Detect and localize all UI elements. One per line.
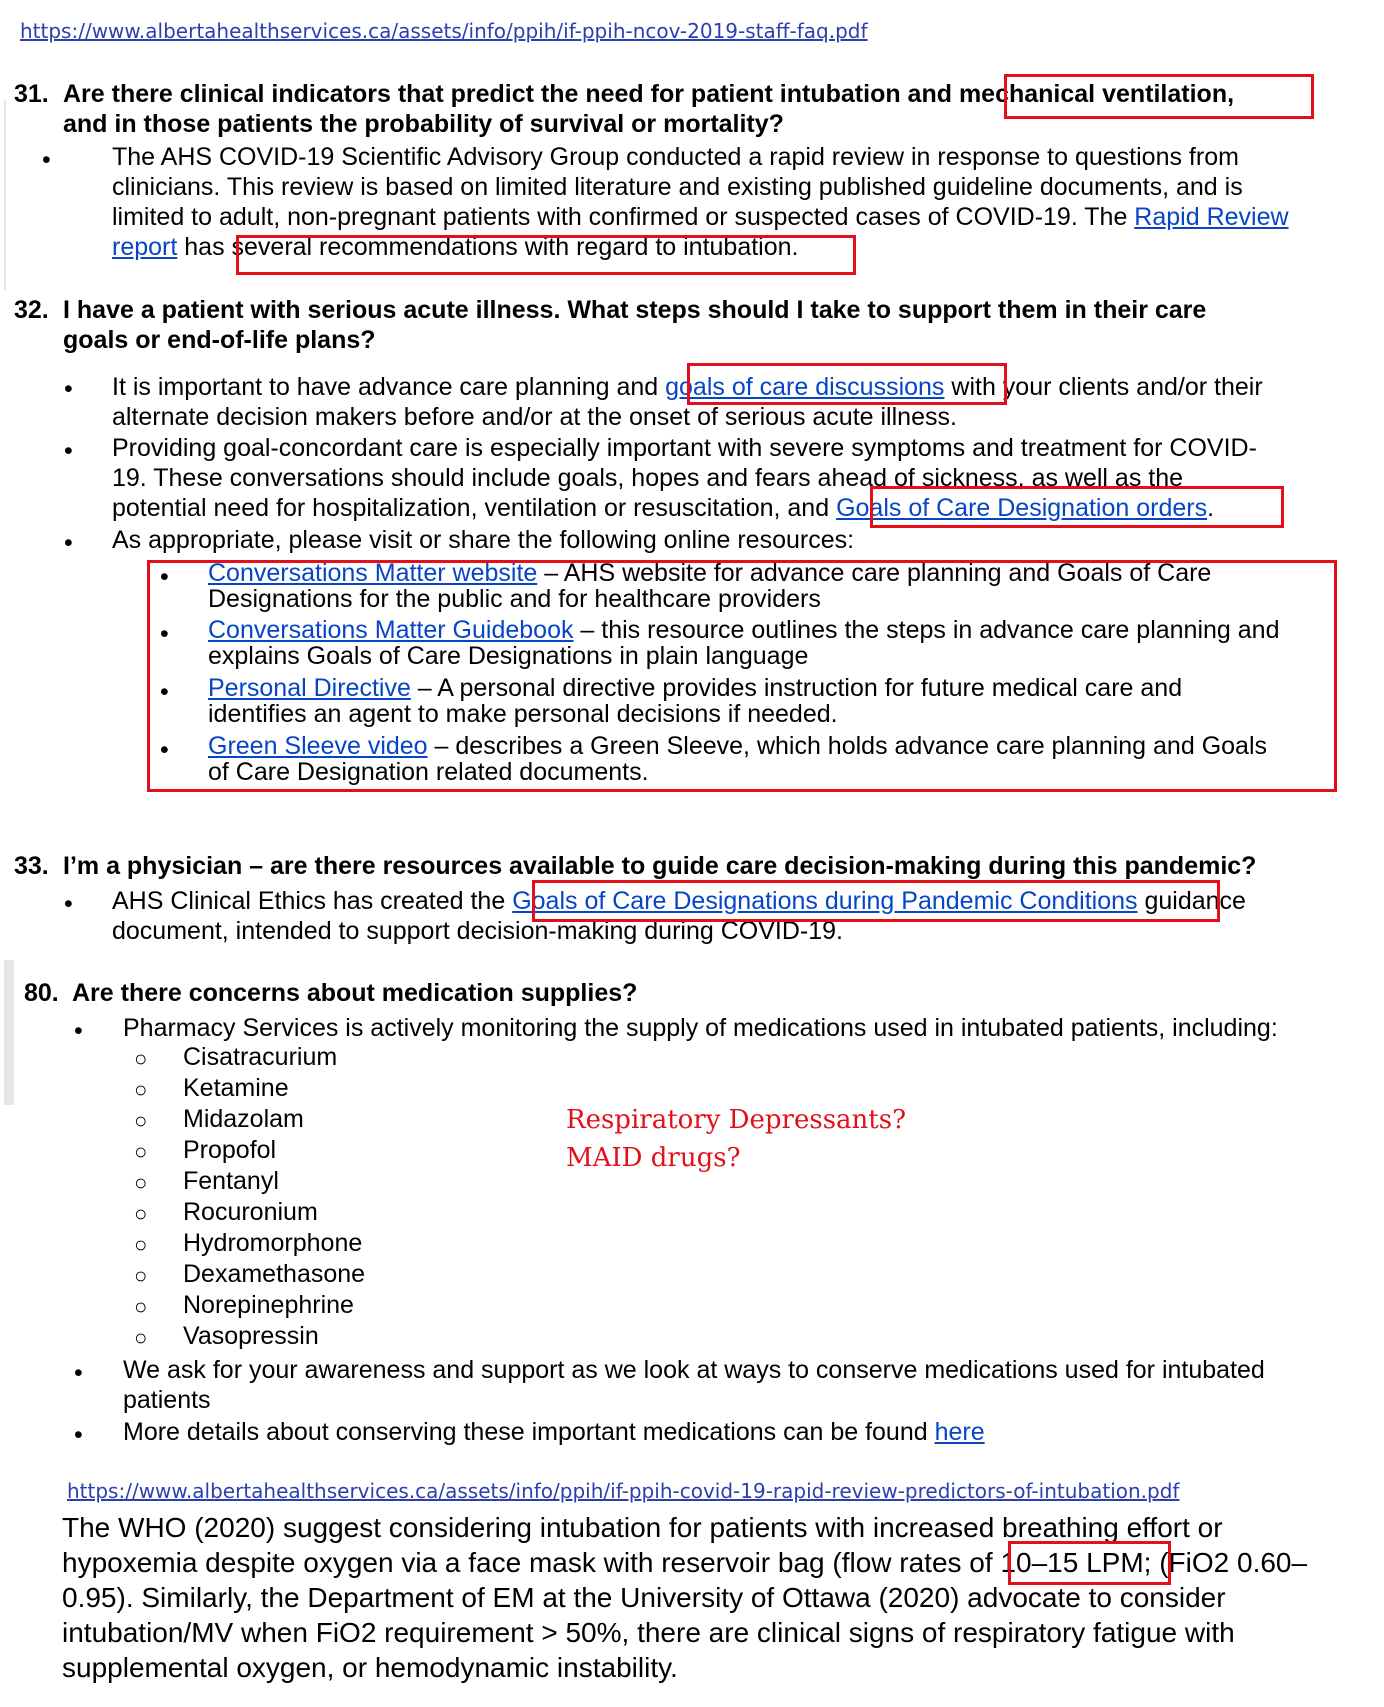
circle-bullet-icon: ○ — [134, 1201, 148, 1226]
circle-bullet-icon: ○ — [134, 1108, 148, 1133]
resource-desc: Designations for the public and for healthcare providers — [208, 585, 821, 613]
bullet-icon: • — [74, 1421, 83, 1449]
highlight-box-goals-of-care-discussions — [687, 363, 1007, 405]
resource-desc: of Care Designation related documents. — [208, 758, 649, 786]
question-number: 31. — [14, 80, 49, 108]
circle-bullet-icon: ○ — [134, 1232, 148, 1257]
answer-line: alternate decision makers before and/or at the onset of serious acute illness. — [112, 403, 957, 431]
report-link[interactable]: report — [112, 233, 178, 261]
resource-desc: explains Goals of Care Designations in plain language — [208, 642, 809, 670]
annotation-line: MAID drugs? — [566, 1143, 741, 1173]
highlight-box-flow-rate — [1008, 1541, 1171, 1585]
highlight-box-mechanical-ventilation — [1004, 74, 1314, 119]
bullet-icon: • — [160, 678, 169, 706]
medication-name: Vasopressin — [183, 1322, 319, 1350]
medication-name: Midazolam — [183, 1105, 304, 1133]
question-33 — [14, 851, 1354, 881]
answer-80-bullet-3 — [123, 1417, 985, 1447]
highlight-box-pandemic-guidance — [532, 880, 1220, 922]
paragraph-line: intubation/MV when FiO2 requirement > 50%, there are clinical signs of respiratory fatigue with — [62, 1617, 1235, 1648]
medication-name: Fentanyl — [183, 1167, 279, 1195]
answer-line: It is important to have advance care planning and — [112, 373, 666, 401]
question-text-line: goals or end-of-life plans? — [63, 326, 376, 354]
goals-of-care-designation-orders-link[interactable]: Goals of Care Designation orders — [836, 494, 1208, 522]
resource-desc: – describes a Green Sleeve, which holds advance care planning and Goals — [427, 732, 1267, 760]
bullet-icon: • — [42, 146, 51, 174]
answer-32-bullet-3: As appropriate, please visit or share the following online resources: — [112, 526, 855, 554]
bullet-icon: • — [64, 890, 73, 918]
goals-of-care-discussions-link[interactable]: goals of care discussions — [665, 373, 945, 401]
bullet-icon: • — [160, 563, 169, 591]
margin-rule — [4, 960, 14, 1105]
rapid-review-link[interactable]: Rapid Review — [1134, 203, 1289, 231]
conversations-matter-guidebook-link[interactable]: Conversations Matter Guidebook — [208, 616, 574, 644]
bullet-icon: • — [64, 375, 73, 403]
margin-rule — [4, 100, 6, 290]
answer-line: . — [1207, 494, 1215, 522]
highlight-box-resources — [147, 560, 1337, 792]
medication-name: Rocuronium — [183, 1198, 318, 1226]
medication-name: Propofol — [183, 1136, 277, 1164]
here-link[interactable]: here — [934, 1418, 985, 1446]
bullet-icon: • — [74, 1359, 83, 1387]
answer-line: 19. These conversations should include goals, hopes and fears ahead of sickness, as well as the — [112, 464, 1184, 492]
paragraph-line: hypoxemia despite oxygen via a face mask with reservoir bag (flow rates of — [62, 1547, 1001, 1578]
conversations-matter-website-link[interactable]: Conversations Matter website — [208, 559, 538, 587]
paragraph-line: supplemental oxygen, or hemodynamic instability. — [62, 1652, 678, 1683]
answer-line: clinicians. This review is based on limited literature and existing published guideline documents, and is — [112, 173, 1243, 201]
circle-bullet-icon: ○ — [134, 1294, 148, 1319]
medication-name: Cisatracurium — [183, 1043, 338, 1071]
answer-line: patients — [123, 1386, 211, 1414]
personal-directive-link[interactable]: Personal Directive — [208, 674, 411, 702]
paragraph-line: 0.95). Similarly, the Department of EM at the University of Ottawa (2020) advocate to consider — [62, 1582, 1226, 1613]
resource-desc: – A personal directive provides instruction for future medical care and — [410, 674, 1183, 702]
answer-line: Providing goal-concordant care is especially important with severe symptoms and treatment for COVID- — [112, 434, 1257, 462]
green-sleeve-video-link[interactable]: Green Sleeve video — [208, 732, 428, 760]
resource-desc: identifies an agent to make personal decisions if needed. — [208, 700, 838, 728]
medication-name: Hydromorphone — [183, 1229, 363, 1257]
answer-line: guidance — [1137, 887, 1246, 915]
question-text-line: and in those patients the probability of survival or mortality? — [63, 110, 784, 138]
answer-line: limited to adult, non-pregnant patients with confirmed or suspected cases of COVID-19. The — [112, 203, 1135, 231]
answer-line: AHS Clinical Ethics has created the — [112, 887, 513, 915]
red-annotation — [566, 1101, 906, 1177]
question-text-line: I have a patient with serious acute illness. What steps should I take to support them in their care — [63, 296, 1207, 324]
question-text-line: I’m a physician – are there resources available to guide care decision-making during this pandemic? — [63, 852, 1257, 880]
question-32 — [14, 295, 1354, 355]
answer-line: with your clients and/or their — [944, 373, 1263, 401]
question-text-line: Are there concerns about medication supplies? — [72, 979, 638, 1007]
annotation-line: Respiratory Depressants? — [566, 1105, 907, 1135]
bullet-icon: • — [64, 529, 73, 557]
medication-name: Norepinephrine — [183, 1291, 354, 1319]
resource-desc: – AHS website for advance care planning and Goals of Care — [537, 559, 1212, 587]
resource-desc: – this resource outlines the steps in advance care planning and — [573, 616, 1280, 644]
answer-line: More details about conserving these important medications can be found — [123, 1418, 935, 1446]
bullet-icon: • — [160, 736, 169, 764]
circle-bullet-icon: ○ — [134, 1263, 148, 1288]
answer-80-bullet-2 — [123, 1355, 1265, 1415]
answer-80-bullet-1: Pharmacy Services is actively monitoring the supply of medications used in intubated patients, including: — [123, 1014, 1278, 1042]
answer-line: has several recommendations with regard to intubation. — [177, 233, 799, 261]
paragraph-line: (FiO2 0.60– — [1151, 1547, 1308, 1578]
question-text-line: Are there clinical indicators that predict the need for patient intubation and mechanical ventilation, — [63, 80, 1235, 108]
answer-line: potential need for hospitalization, ventilation or resuscitation, and — [112, 494, 837, 522]
highlight-box-intubation-recommendations — [236, 235, 856, 275]
bullet-icon: • — [160, 620, 169, 648]
highlight-box-designation-orders — [870, 486, 1284, 528]
circle-bullet-icon: ○ — [134, 1077, 148, 1102]
medication-name: Dexamethasone — [183, 1260, 366, 1288]
circle-bullet-icon: ○ — [134, 1325, 148, 1350]
paragraph-line: The WHO (2020) suggest considering intubation for patients with increased breathing effort or — [62, 1512, 1223, 1543]
question-number: 80. — [24, 979, 59, 1007]
source-url-top[interactable]: https://www.albertahealthservices.ca/assets/info/ppih/if-ppih-ncov-2019-staff-faq.pdf — [20, 19, 868, 43]
answer-line: We ask for your awareness and support as we look at ways to conserve medications used for intubated — [123, 1356, 1265, 1384]
question-number: 33. — [14, 852, 49, 880]
pandemic-conditions-guidance-link[interactable]: Goals of Care Designations during Pandemic Conditions — [512, 887, 1138, 915]
flow-rate-highlight: 10–15 LPM; — [1000, 1547, 1152, 1578]
source-url-bottom[interactable]: https://www.albertahealthservices.ca/assets/info/ppih/if-ppih-covid-19-rapid-review-predictors-of-intubation.pdf — [67, 1479, 1180, 1503]
answer-line: document, intended to support decision-making during COVID-19. — [112, 917, 843, 945]
circle-bullet-icon: ○ — [134, 1170, 148, 1195]
circle-bullet-icon: ○ — [134, 1046, 148, 1071]
circle-bullet-icon: ○ — [134, 1139, 148, 1164]
question-80 — [24, 978, 1364, 1008]
bullet-icon: • — [64, 437, 73, 465]
who-paragraph — [62, 1510, 1307, 1685]
answer-line: The AHS COVID-19 Scientific Advisory Group conducted a rapid review in response to questions from — [112, 143, 1239, 171]
question-number: 32. — [14, 296, 49, 324]
medication-name: Ketamine — [183, 1074, 289, 1102]
bullet-icon: • — [74, 1017, 83, 1045]
